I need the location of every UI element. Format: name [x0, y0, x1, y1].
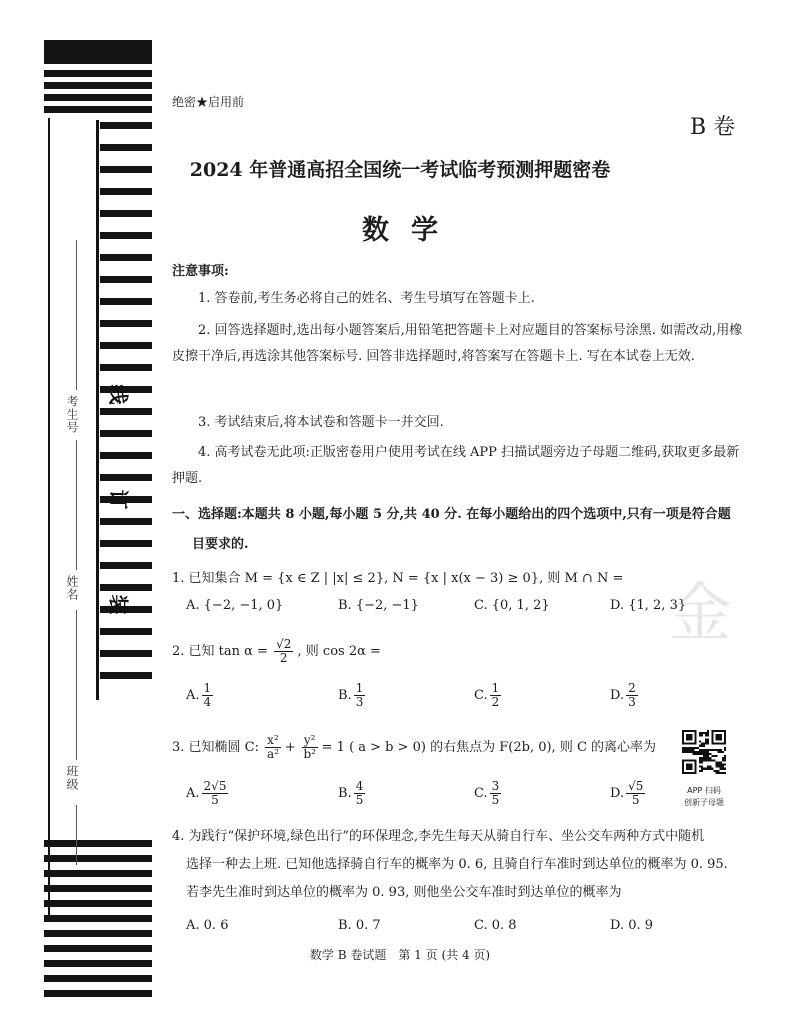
q2-stem-pre: 2. 已知 tan α = [172, 644, 268, 659]
qr-module [688, 751, 690, 753]
qr-module [699, 761, 701, 763]
qr-module [716, 770, 718, 772]
qr-module [709, 759, 711, 761]
qr-module [711, 768, 713, 770]
qr-module [707, 738, 709, 740]
question-4-line1: 4. 为践行“保护环境,绿色出行”的环保理念,李先生每天从骑自行车、坐公交车两种方式中随机 [172, 829, 705, 844]
qr-module [720, 761, 722, 763]
qr-module [699, 732, 701, 734]
q3-a-num: 2√5 [203, 779, 227, 793]
binding-margin [44, 40, 154, 995]
qr-module [707, 757, 709, 759]
binding-right-bar [100, 364, 152, 371]
qr-module [699, 749, 701, 751]
qr-module [703, 753, 705, 755]
qr-module [722, 759, 724, 761]
qr-module [703, 759, 705, 761]
binding-right-bar [100, 584, 152, 591]
exam-title: 2024 年普通高招全国统一考试临考预测押题密卷 [189, 159, 611, 181]
binding-bottom-bar [44, 885, 152, 892]
qr-module [724, 768, 726, 770]
binding-right-bar [100, 144, 152, 151]
qr-module [718, 770, 720, 772]
q2-a-den: 4 [203, 695, 212, 709]
qr-module [682, 749, 684, 751]
q3-option-d-label: D. [610, 786, 625, 801]
q2-option-a [186, 682, 213, 709]
qr-module [716, 761, 718, 763]
qr-module [724, 755, 726, 757]
notice-item-2: 2. 回答选择题时,选出每小题答案后,用铅笔把答题卡上对应题目的答案标号涂黑. 如需改动,用橡皮擦干净后,再选涂其他答案标号. 回答非选择题时,将答案写在答题卡上. 写在本试卷上无效. [172, 323, 743, 364]
qr-module [692, 749, 694, 751]
name-line-1 [76, 240, 77, 390]
qr-module [722, 768, 724, 770]
class-label: 班级 [65, 765, 79, 791]
qr-module [703, 757, 705, 759]
binding-right-bar [100, 430, 152, 437]
qr-module [703, 732, 705, 734]
q2-option-a-label: A. [186, 688, 200, 703]
cut-char-ding: 订 [106, 489, 131, 510]
q3-option-c [474, 780, 501, 807]
q3-option-a-frac [202, 780, 229, 807]
qr-module [724, 749, 726, 751]
qr-module [688, 749, 690, 751]
q3-option-b [338, 780, 365, 807]
q2-b-num: 1 [355, 681, 364, 695]
qr-module [701, 753, 703, 755]
qr-module [720, 772, 722, 774]
qr-module [692, 753, 694, 755]
q1-option-d: D. {1, 2, 3} [610, 598, 687, 613]
qr-module [699, 757, 701, 759]
q3-option-a [186, 780, 228, 807]
binding-right-bar [100, 474, 152, 481]
q3-c-den: 5 [491, 793, 500, 807]
q2-option-c-label: C. [474, 688, 488, 703]
subject-title: 数学 [362, 215, 460, 246]
q2-option-b [338, 682, 365, 709]
qr-module [701, 749, 703, 751]
qr-module [699, 751, 701, 753]
qr-module [722, 764, 724, 766]
qr-module [695, 753, 697, 755]
q2-a-num: 1 [203, 681, 212, 695]
qr-module [718, 761, 720, 763]
binding-right-bar [100, 672, 152, 679]
q3-b-den: 5 [355, 793, 364, 807]
qr-module [697, 751, 699, 753]
qr-module [699, 753, 701, 755]
q3-fx-den: a² [266, 747, 279, 761]
watermark: 金 [668, 577, 732, 651]
binding-right-bar [100, 650, 152, 657]
binding-bottom-bar [44, 930, 152, 937]
qr-module [722, 751, 724, 753]
qr-module [701, 743, 703, 745]
qr-module [703, 743, 705, 745]
qr-module [699, 734, 701, 736]
q1-option-a: A. {−2, −1, 0} [186, 598, 284, 613]
q3-stem-post: = 1 ( a > b > 0) 的右焦点为 F(2b, 0), 则 C 的离心率为 [321, 740, 657, 755]
qr-module [682, 747, 684, 749]
qr-module [724, 759, 726, 761]
cut-char-line: 线 [106, 384, 131, 405]
qr-module [684, 749, 686, 751]
qr-module [724, 772, 726, 774]
q2-option-b-label: B. [338, 688, 352, 703]
q2-stem-frac-den: 2 [279, 651, 288, 665]
binding-top-block [44, 40, 152, 64]
qr-module [709, 753, 711, 755]
name-line-2 [76, 440, 77, 570]
name-line-3 [76, 610, 77, 760]
qr-module [701, 734, 703, 736]
q3-fy-den: b² [303, 747, 316, 761]
binding-right-bar [100, 320, 152, 327]
qr-module [705, 753, 707, 755]
qr-module [705, 732, 707, 734]
qr-module [707, 768, 709, 770]
q2-option-d [610, 682, 638, 709]
binding-right-bar [100, 298, 152, 305]
qr-module [705, 749, 707, 751]
binding-top-bar [44, 70, 152, 77]
qr-module [720, 766, 722, 768]
qr-module [718, 751, 720, 753]
q2-option-d-frac [626, 682, 638, 709]
qr-module [705, 768, 707, 770]
qr-module [701, 766, 703, 768]
q2-stem-post: , 则 cos 2α = [297, 644, 381, 659]
qr-finder-core [686, 764, 692, 770]
qr-module [703, 749, 705, 751]
qr-module [684, 751, 686, 753]
qr-module [716, 772, 718, 774]
qr-module [716, 764, 718, 766]
page-footer: 数学 B 卷试题 第 1 页 (共 4 页) [309, 948, 491, 962]
binding-bottom-bar [44, 840, 152, 847]
qr-module [703, 745, 705, 747]
qr-module [716, 755, 718, 757]
qr-module [697, 747, 699, 749]
binding-right-bar [100, 518, 152, 525]
qr-module [707, 743, 709, 745]
binding-bottom-bar [44, 900, 152, 907]
qr-module [718, 772, 720, 774]
binding-right-bar [100, 254, 152, 261]
binding-bottom-bar [44, 915, 152, 922]
qr-module [720, 768, 722, 770]
q3-d-num: √5 [628, 779, 644, 793]
qr-module [713, 759, 715, 761]
qr-module [690, 751, 692, 753]
qr-module [692, 751, 694, 753]
qr-module [703, 755, 705, 757]
q2-option-d-label: D. [610, 688, 625, 703]
q3-option-a-label: A. [186, 786, 200, 801]
notice-heading: 注意事项: [172, 264, 229, 279]
q2-stem-frac-num: √2 [276, 637, 292, 651]
question-4-line3: 若李先生准时到达单位的概率为 0. 93, 则他坐公交车准时到达单位的概率为 [186, 885, 622, 900]
qr-module [692, 747, 694, 749]
qr-module [718, 766, 720, 768]
section-heading-line1: 一、选择题:本题共 8 小题,每小题 5 分,共 40 分. 在每小题给出的四个选项中,只有一项是符合题 [172, 507, 731, 522]
notice-item-3: 3. 考试结束后,将本试卷和答题卡一并交回. [198, 415, 444, 430]
qr-module [695, 751, 697, 753]
q2-option-c [474, 682, 501, 709]
qr-module [705, 740, 707, 742]
confidential-label: 绝密★启用前 [172, 95, 245, 109]
q3-c-num: 3 [491, 779, 500, 793]
q3-fy-num: y² [303, 733, 316, 747]
binding-top-bar [44, 82, 152, 89]
binding-right-bar [100, 276, 152, 283]
qr-caption-line2: 创新子母题 [684, 798, 724, 807]
qr-module [707, 740, 709, 742]
qr-module [699, 759, 701, 761]
binding-inner-rule [96, 120, 99, 700]
qr-module [711, 755, 713, 757]
q1-option-b: B. {−2, −1} [338, 598, 419, 613]
q3-stem-plus: + [284, 740, 296, 755]
q3-stem-frac-x [265, 734, 281, 761]
q1-option-c: C. {0, 1, 2} [474, 598, 550, 613]
qr-module [709, 757, 711, 759]
q3-option-d [610, 780, 645, 807]
binding-right-bar [100, 188, 152, 195]
qr-module [705, 738, 707, 740]
binding-bottom-bar [44, 870, 152, 877]
qr-module [724, 757, 726, 759]
qr-module [713, 770, 715, 772]
qr-module [711, 749, 713, 751]
qr-module [718, 749, 720, 751]
question-3-stem [172, 734, 656, 761]
q3-d-den: 5 [631, 793, 640, 807]
question-4-line2: 选择一种去上班. 已知他选择骑自行车的概率为 0. 6, 且骑自行车准时到达单位的概率为 0. 95. [186, 857, 728, 872]
qr-module [701, 751, 703, 753]
q2-d-den: 3 [628, 695, 636, 709]
q4-option-c: C. 0. 8 [474, 918, 517, 933]
qr-module [722, 772, 724, 774]
qr-caption-line1: APP 扫码 [687, 786, 721, 795]
qr-module [699, 770, 701, 772]
q3-stem-frac-y [302, 734, 318, 761]
q3-option-c-label: C. [474, 786, 488, 801]
qr-module [720, 749, 722, 751]
qr-module [705, 743, 707, 745]
name-label: 姓名 [65, 575, 79, 601]
q3-b-num: 4 [355, 779, 364, 793]
qr-module [701, 768, 703, 770]
qr-finder-core [686, 734, 692, 740]
qr-module [684, 747, 686, 749]
q2-c-den: 2 [491, 695, 500, 709]
qr-module [707, 753, 709, 755]
binding-top-bar [44, 106, 152, 113]
qr-module [703, 751, 705, 753]
q3-stem-pre: 3. 已知椭圆 C: [172, 740, 259, 755]
qr-module [720, 751, 722, 753]
qr-module [709, 766, 711, 768]
qr-module [724, 747, 726, 749]
qr-module [701, 770, 703, 772]
binding-right-bar [100, 562, 152, 569]
qr-module [713, 749, 715, 751]
qr-module [701, 757, 703, 759]
qr-module [722, 766, 724, 768]
qr-code-image[interactable] [682, 730, 726, 774]
qr-module [695, 747, 697, 749]
q3-option-c-frac [490, 780, 502, 807]
qr-module [686, 749, 688, 751]
qr-module [690, 747, 692, 749]
qr-module [716, 749, 718, 751]
question-1-stem: 1. 已知集合 M = {x ∈ Z | |x| ≤ 2}, N = {x | x(x − 3) ≥ 0}, 则 M ∩ N = [172, 571, 624, 586]
volume-label: B 卷 [690, 115, 736, 140]
qr-module [707, 755, 709, 757]
qr-module [705, 751, 707, 753]
qr-module [705, 734, 707, 736]
qr-module [699, 766, 701, 768]
qr-module [711, 759, 713, 761]
binding-right-bar [100, 122, 152, 129]
name-line-4 [76, 805, 77, 865]
qr-module [697, 753, 699, 755]
qr-module [707, 751, 709, 753]
qr-finder-core [716, 734, 722, 740]
qr-module [720, 764, 722, 766]
qr-module [707, 730, 709, 732]
qr-module [688, 747, 690, 749]
section-heading-line2: 目要求的. [192, 537, 249, 552]
qr-module [707, 766, 709, 768]
qr-module [722, 757, 724, 759]
q2-b-den: 3 [355, 695, 364, 709]
q2-c-num: 1 [491, 681, 500, 695]
binding-bottom-bar [44, 855, 152, 862]
q2-option-c-frac [490, 682, 502, 709]
q3-option-d-frac [626, 780, 645, 807]
q3-fx-num: x² [267, 733, 279, 747]
qr-module [718, 764, 720, 766]
cut-char-zhuang: 装 [106, 594, 131, 615]
qr-module [709, 749, 711, 751]
qr-module [705, 759, 707, 761]
qr-module [701, 759, 703, 761]
q4-option-b: B. 0. 7 [338, 918, 381, 933]
question-2-stem [172, 638, 381, 665]
qr-module [707, 759, 709, 761]
q2-d-num: 2 [628, 681, 636, 695]
binding-right-bar [100, 342, 152, 349]
qr-module [703, 768, 705, 770]
qr-module [713, 755, 715, 757]
qr-module [701, 761, 703, 763]
binding-bottom-bar [44, 990, 152, 997]
binding-right-bar [100, 628, 152, 635]
qr-module [686, 747, 688, 749]
q3-a-den: 5 [211, 793, 219, 807]
section-heading [172, 500, 744, 560]
qr-module [705, 757, 707, 759]
qr-module [707, 749, 709, 751]
qr-module [709, 768, 711, 770]
qr-module [699, 740, 701, 742]
q2-option-a-frac [202, 682, 214, 709]
q4-option-d: D. 0. 9 [610, 918, 654, 933]
q3-option-b-label: B. [338, 786, 352, 801]
qr-module [699, 745, 701, 747]
notice-item-4: 4. 高考试卷无此项:正版密卷用户使用考试在线 APP 扫描试题旁边子母题二维码,获取更多最新押题. [172, 445, 740, 486]
binding-right-bar [100, 540, 152, 547]
q3-option-b-frac [354, 780, 366, 807]
q2-option-b-frac [354, 682, 366, 709]
binding-bottom-bar [44, 975, 152, 982]
qr-module [724, 764, 726, 766]
q2-stem-fraction [274, 638, 293, 665]
qr-module [686, 751, 688, 753]
qr-module [716, 766, 718, 768]
binding-top-bar [44, 94, 152, 101]
qr-module [701, 732, 703, 734]
qr-module [707, 734, 709, 736]
qr-module [707, 732, 709, 734]
student-id-label: 考生号 [65, 395, 79, 434]
q4-option-a: A. 0. 6 [186, 918, 229, 933]
binding-right-bar [100, 408, 152, 415]
binding-right-bar [100, 452, 152, 459]
notice-item-1: 1. 答卷前,考生务必将自己的姓名、考生号填写在答题卡上. [198, 291, 535, 306]
qr-module [682, 751, 684, 753]
qr-module [701, 745, 703, 747]
qr-module [690, 749, 692, 751]
qr-module [705, 755, 707, 757]
